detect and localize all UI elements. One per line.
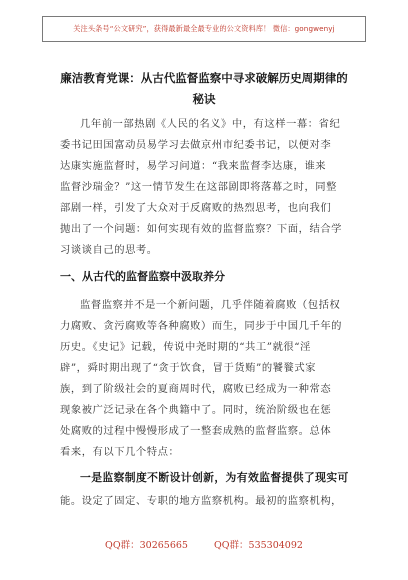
intro-line: 几年前一部热剧《人民的名义》中，有这样一幕：省纪 — [80, 118, 341, 130]
section-line: 监督监察并不是一个新问题，几乎伴随着腐败（包括权 — [80, 299, 341, 311]
point-one-line: 能。设定了固定、专职的地方监察机构。最初的监察机构， — [60, 495, 343, 507]
section-line: 族，到了阶级社会的夏商周时代，腐败已经成为一种常态 — [60, 383, 332, 395]
section-heading: 一、从古代的监督监察中汲取养分 — [60, 270, 225, 283]
section-line: 现象被广泛记录在各个典籍中了。同时，统治阶级也在惩 — [60, 404, 332, 416]
intro-line: 部剧一样，引发了大众对于反腐败的热烈思考，也向我们 — [60, 202, 332, 214]
document-title-line-2: 秘诀 — [192, 92, 216, 106]
footer-qq-2: QQ群：535304092 — [213, 540, 303, 551]
header-notice: 关注头条号“公文研究”，获得最新最全最专业的公文资料库！ 微信：gongwenyj — [73, 24, 335, 33]
section-line: 力腐败、贪污腐败等各种腐败）而生，同步于中国几千年的 — [60, 320, 343, 332]
intro-line: 习谈谈自己的思考。 — [60, 244, 158, 256]
intro-line: 抛出了一个问题：如何实现有效的监督监察？下面，结合学 — [60, 223, 343, 235]
section-line: 处腐败的过程中慢慢形成了一整套成熟的监督监察。总体 — [60, 425, 332, 437]
point-one-bold: 一是监察制度不断设计创新，为有效监督提供了现实可 — [80, 471, 349, 484]
footer-contact — [0, 537, 408, 551]
section-line: 看来，有以下几个特点： — [60, 446, 180, 458]
header-notice-box — [42, 16, 366, 42]
section-line: 历史。《史记》记载，传说中尧时期的“共工”就很“淫 — [60, 341, 311, 353]
footer-qq-1: QQ群：30265665 — [105, 540, 188, 551]
section-line: 辟”，舜时期出现了“贪于饮食，冒于货贿”的饕餮式家 — [60, 362, 317, 374]
intro-line: 达康实施监督时，易学习问道：“我来监督李达康，谁来 — [60, 160, 327, 172]
intro-line: 监督沙瑞金？”这一情节发生在这部剧即将落幕之时，同整 — [60, 181, 337, 193]
document-title-line-1: 廉洁教育党课：从古代监督监察中寻求破解历史周期律的 — [60, 71, 348, 85]
intro-line: 委书记田国富动员易学习去做京州市纪委书记，以便对李 — [60, 139, 332, 151]
